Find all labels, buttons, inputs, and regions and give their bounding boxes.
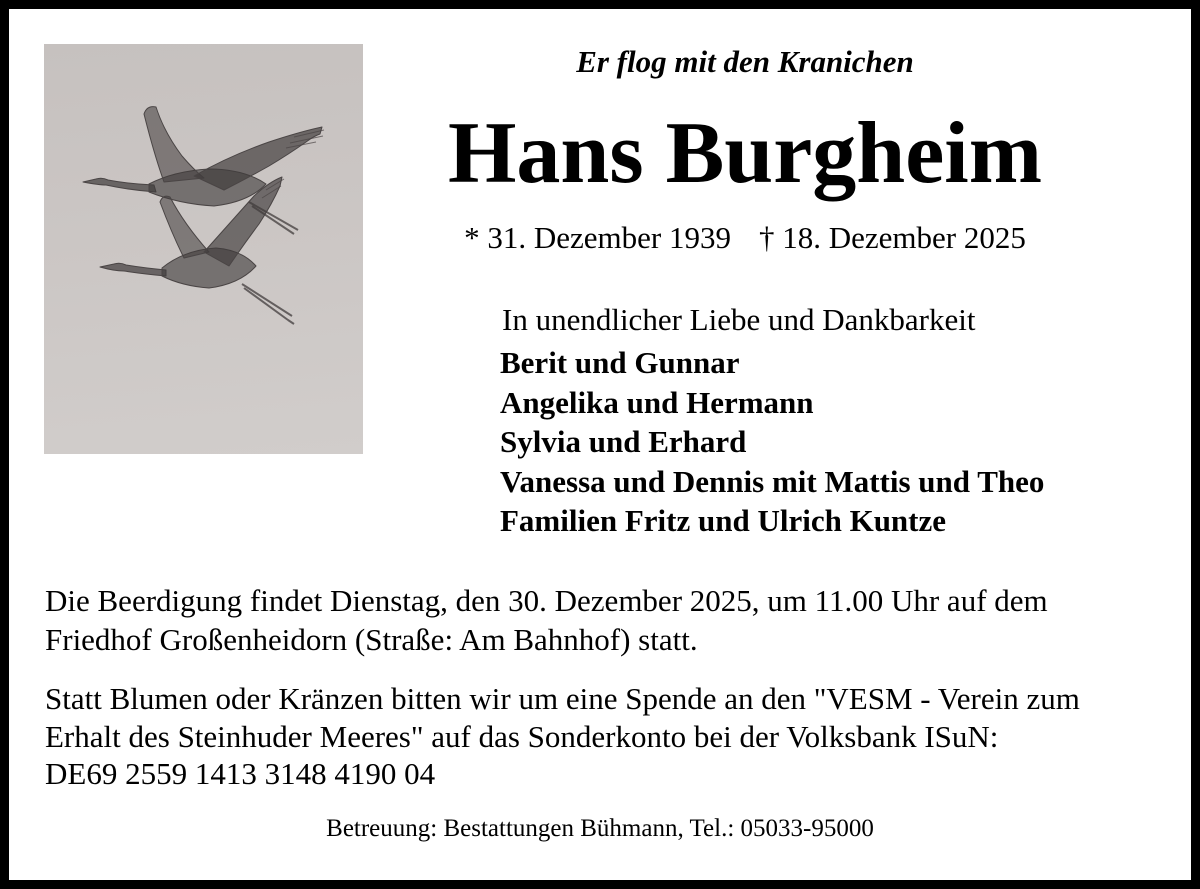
upper-crane-icon bbox=[83, 107, 324, 234]
donation-line: Statt Blumen oder Kränzen bitten wir um eine Spende an den "VESM - Verein zum bbox=[45, 681, 1080, 716]
undertaker-footer: Betreuung: Bestattungen Bühmann, Tel.: 05033-95000 bbox=[326, 815, 874, 842]
birth-date: * 31. Dezember 1939 bbox=[464, 220, 731, 255]
funeral-line: Friedhof Großenheidorn (Straße: Am Bahnhof) statt. bbox=[45, 622, 698, 657]
cranes-drawing-image bbox=[44, 44, 363, 454]
funeral-line: Die Beerdigung findet Dienstag, den 30. Dezember 2025, um 11.00 Uhr auf dem bbox=[45, 583, 1048, 618]
mourner-line: Sylvia und Erhard bbox=[500, 424, 747, 459]
cranes-drawing-icon bbox=[44, 44, 363, 454]
dedication: In unendlicher Liebe und Dankbarkeit bbox=[502, 302, 976, 337]
mourner-line: Familien Fritz und Ulrich Kuntze bbox=[500, 503, 947, 538]
mourner-line: Berit und Gunnar bbox=[500, 345, 740, 380]
donation-info bbox=[45, 680, 1080, 793]
donation-line: Erhalt des Steinhuder Meeres" auf das Sonderkonto bei der Volksbank ISuN: bbox=[45, 718, 999, 754]
funeral-info bbox=[45, 581, 1048, 659]
death-date: † 18. Dezember 2025 bbox=[759, 220, 1026, 255]
mourners-list bbox=[500, 343, 1044, 541]
iban-line: DE69 2559 1413 3148 4190 04 bbox=[45, 756, 436, 791]
deceased-name: Hans Burgheim bbox=[447, 105, 1043, 202]
life-dates bbox=[400, 220, 1090, 256]
mourner-line: Angelika und Hermann bbox=[500, 384, 814, 420]
mourner-line: Vanessa und Dennis mit Mattis und Theo bbox=[500, 463, 1045, 499]
headline: Er flog mit den Kranichen bbox=[576, 44, 914, 79]
